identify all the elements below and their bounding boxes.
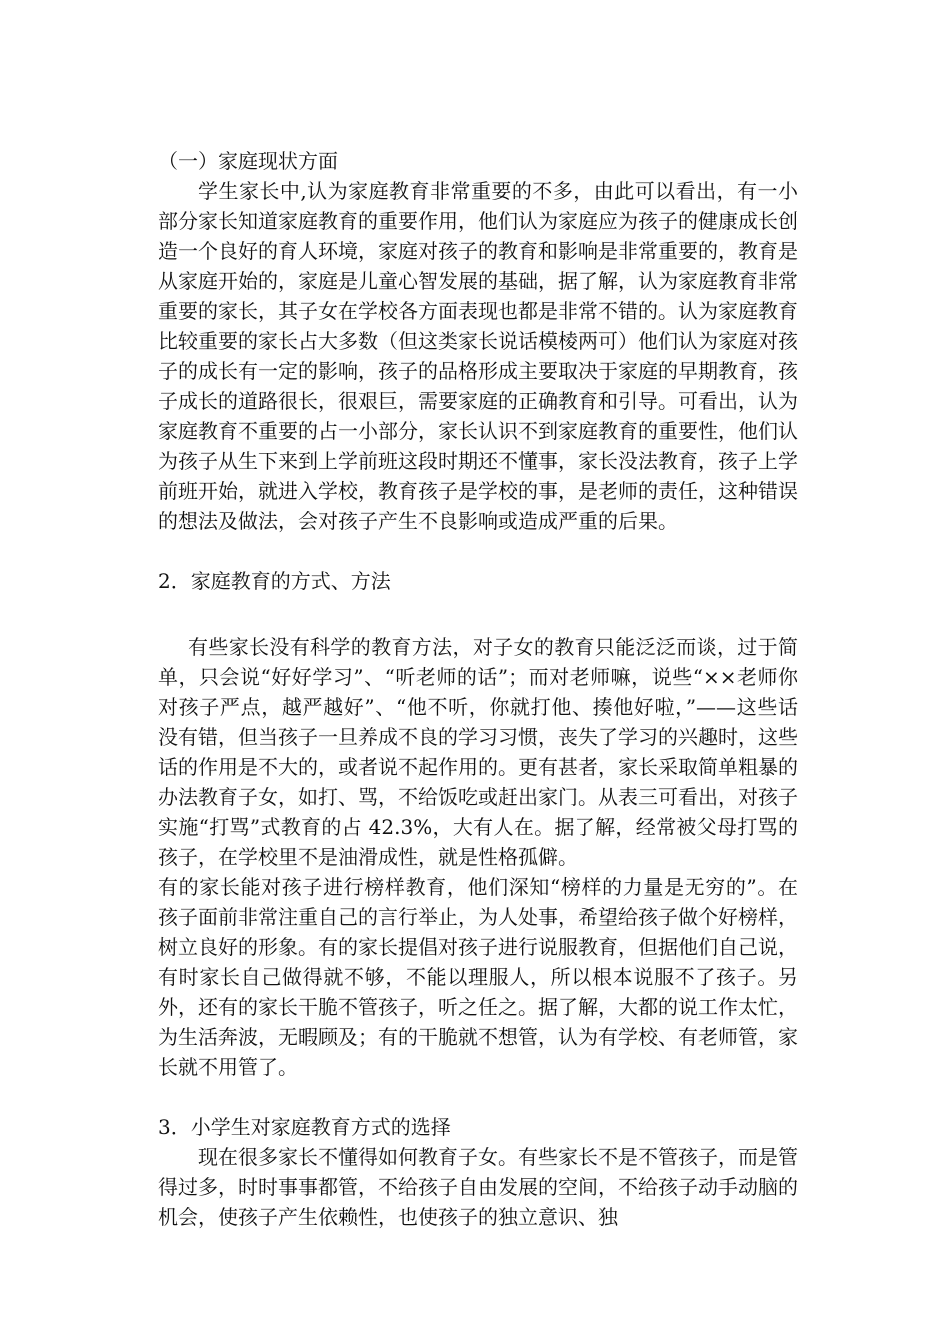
section-heading-student-choice: 3．小学生对家庭教育方式的选择 bbox=[158, 1115, 451, 1139]
spacer bbox=[158, 1082, 798, 1112]
paragraph-education-methods-1: 有些家长没有科学的教育方法，对子女的教育只能泛泛而谈，过于简单，只会说“好好学习”、“听老师的话”；而对老师嘛，说些“××老师你对孩子严点，越严越好”、“他不听，你就打他、揍他好啦，”——这些话没有错，但当孩子一旦养成不良的学习习惯，丧失了学习的兴趣时，这些话的作用是不大的，或者说不起作用的。更有甚者，家长采取简单粗暴的办法教育子女，如打、骂，不给饭吃或赶出家门。从表三可看出，对孩子实施“打骂”式教育的占 42.3%，大有人在。据了解，经常被父母打骂的孩子，在学校里不是油滑成性，就是性格孤僻。 bbox=[158, 635, 798, 869]
paragraph-family-status: 学生家长中,认为家庭教育非常重要的不多，由此可以看出，有一小部分家长知道家庭教育的重要作用，他们认为家庭应为孩子的健康成长创造一个良好的育人环境，家庭对孩子的教育和影响是非常重要的，教育是从家庭开始的，家庭是儿童心智发展的基础，据了解，认为家庭教育非常重要的家长，其子女在学校各方面表现也都是非常不错的。认为家庭教育比较重要的家长占大多数（但这类家长说话模棱两可）他们认为家庭对孩子的成长有一定的影响，孩子的品格形成主要取决于家庭的早期教育，孩子成长的道路很长，很艰巨，需要家庭的正确教育和引导。可看出，认为家庭教育不重要的占一小部分，家长认识不到家庭教育的重要性，他们认为孩子从生下来到上学前班这段时期还不懂事，家长没法教育，孩子上学前班开始，就进入学校，教育孩子是学校的事，是老师的责任，这种错误的想法及做法，会对孩子产生不良影响或造成严重的后果。 bbox=[158, 179, 798, 533]
spacer bbox=[158, 536, 798, 566]
section-heading-education-methods: 2．家庭教育的方式、方法 bbox=[158, 569, 391, 593]
section-heading-family-status: （一）家庭现状方面 bbox=[158, 149, 338, 173]
document-page bbox=[158, 146, 798, 1232]
paragraph-student-choice: 现在很多家长不懂得如何教育子女。有些家长不是不管孩子，而是管得过多，时时事事都管，不给孩子自由发展的空间，不给孩子动手动脑的机会，使孩子产生依赖性，也使孩子的独立意识、独 bbox=[158, 1145, 798, 1229]
paragraph-education-methods-2: 有的家长能对孩子进行榜样教育，他们深知“榜样的力量是无穷的”。在孩子面前非常注重自己的言行举止，为人处事，希望给孩子做个好榜样，树立良好的形象。有的家长提倡对孩子进行说服教育，但据他们自己说，有时家长自己做得就不够，不能以理服人，所以根本说服不了孩子。另外，还有的家长干脆不管孩子，听之任之。据了解，大都的说工作太忙，为生活奔波，无暇顾及；有的干脆就不想管，认为有学校、有老师管，家长就不用管了。 bbox=[158, 875, 798, 1079]
spacer bbox=[158, 596, 798, 632]
